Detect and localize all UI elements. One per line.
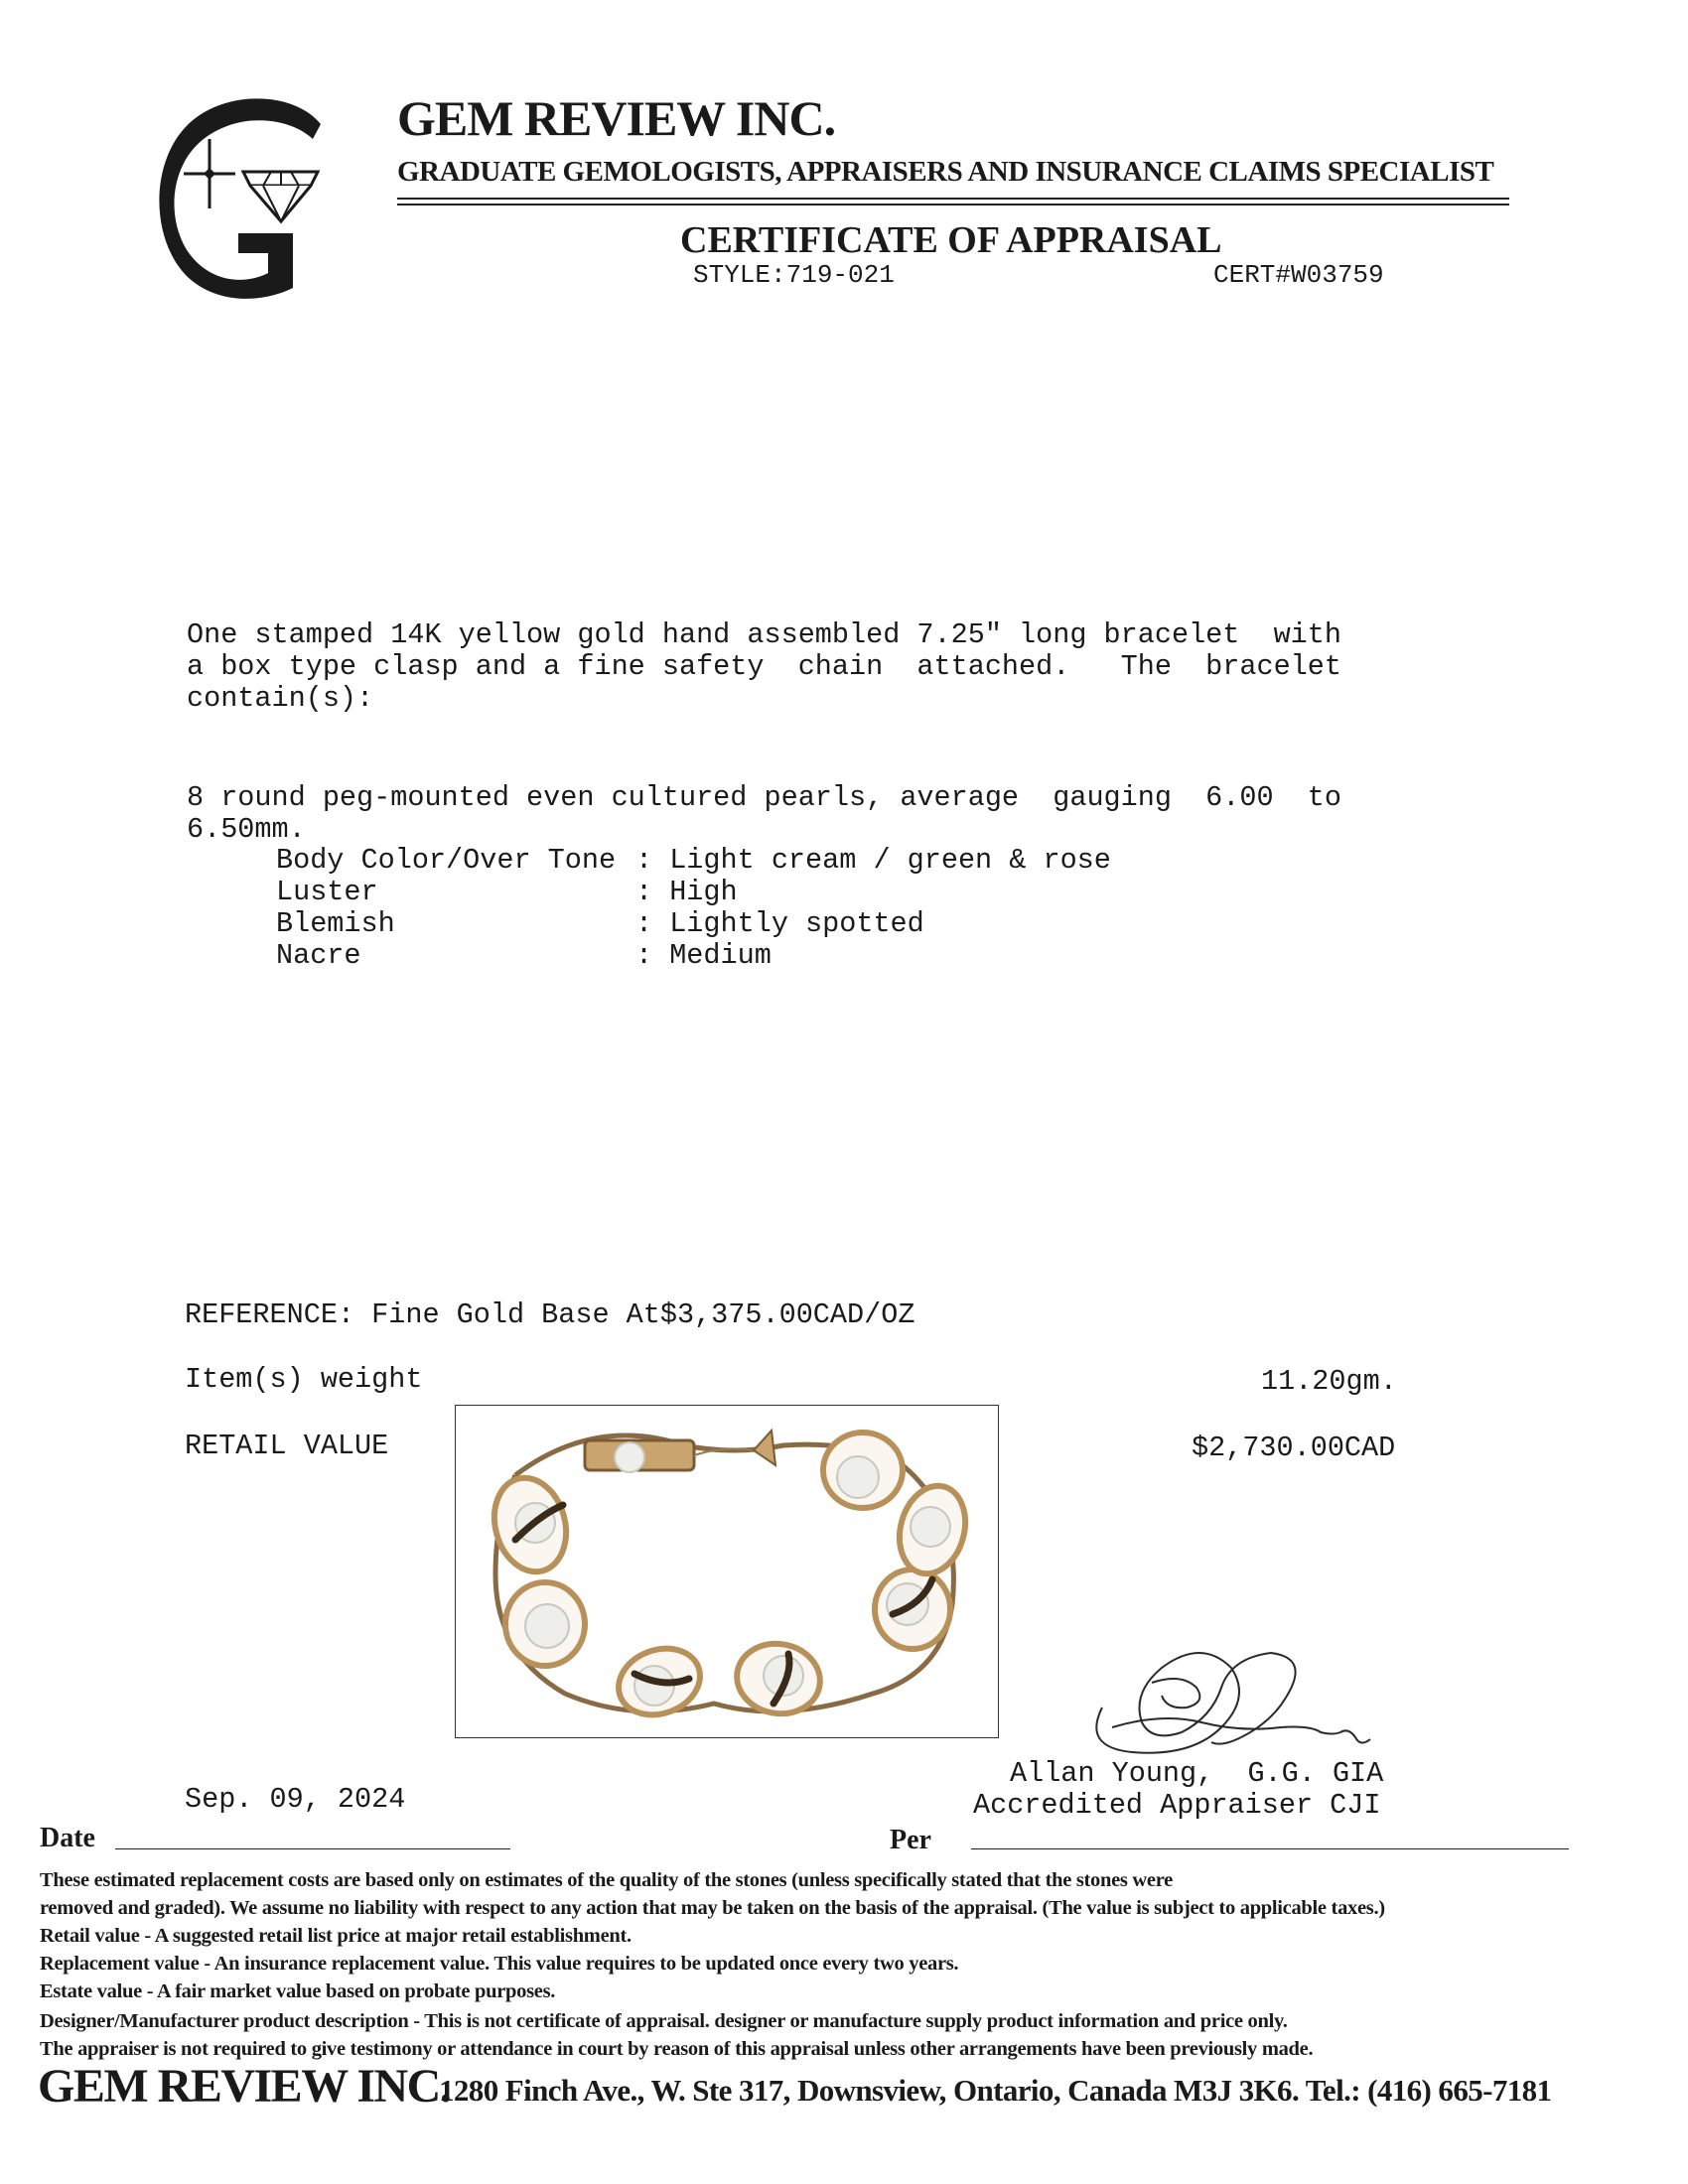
per-label: Per (890, 1825, 931, 1855)
appraiser-credentials: Accredited Appraiser CJI (973, 1789, 1381, 1822)
company-tagline: GRADUATE GEMOLOGISTS, APPRAISERS AND INSURANCE CLAIMS SPECIALIST (397, 156, 1494, 188)
disclaimer-line: Retail value - A suggested retail list price at major retail establishment. (40, 1925, 632, 1947)
weight-value: 11.20gm. (1261, 1365, 1397, 1398)
retail-value-label: RETAIL VALUE (185, 1430, 389, 1462)
attribute-value: : High (635, 876, 738, 908)
style-number: STYLE:719-021 (693, 260, 895, 290)
attribute-label: Luster (276, 876, 378, 908)
disclaimer-line: Replacement value - An insurance replacement value. This value requires to be updated once every two years. (40, 1953, 959, 1975)
footer-company-name: GEM REVIEW INC. (38, 2060, 451, 2113)
footer-address: 1280 Finch Ave., W. Ste 317, Downsview, Ontario, Canada M3J 3K6. Tel.: (416) 665-7181 (439, 2073, 1552, 2108)
attribute-value: : Lightly spotted (635, 907, 924, 940)
gem-review-logo (144, 94, 343, 303)
date-label: Date (40, 1823, 95, 1853)
pearl-description: 8 round peg-mounted even cultured pearls, average gauging 6.00 to 6.50mm. (187, 781, 1341, 846)
cert-number: CERT#W03759 (1213, 260, 1384, 290)
attribute-value: : Light cream / green & rose (635, 844, 1111, 877)
per-signature-line (971, 1848, 1569, 1849)
disclaimer-line: The appraiser is not required to give testimony or attendance in court by reason of this appraisal unless other arrangements have been previously made. (40, 2038, 1314, 2060)
disclaimer-line: These estimated replacement costs are based only on estimates of the quality of the stones (unless specifically stated that the stones were (40, 1869, 1173, 1891)
appraisal-date: Sep. 09, 2024 (185, 1783, 406, 1816)
disclaimer-line: Estate value - A fair market value based on probate purposes. (40, 1980, 556, 2002)
attribute-value: : Medium (635, 939, 772, 972)
item-description: One stamped 14K yellow gold hand assembled 7.25" long bracelet with a box type clasp and a fine safety chain attached. The bracelet contain(s): (187, 618, 1341, 715)
disclaimer-line: Designer/Manufacturer product description - This is not certificate of appraisal. designer or manufacture supply product information and price only. (40, 2010, 1288, 2032)
date-signature-line (115, 1848, 510, 1849)
document-title: CERTIFICATE OF APPRAISAL (680, 219, 1222, 261)
appraiser-name: Allan Young, G.G. GIA (1010, 1757, 1384, 1790)
attribute-label: Nacre (276, 939, 361, 972)
appraiser-signature (1072, 1628, 1390, 1767)
retail-value: $2,730.00CAD (1192, 1432, 1396, 1464)
attribute-label: Body Color/Over Tone (276, 844, 617, 877)
disclaimer-line: removed and graded). We assume no liability with respect to any action that may be taken on the basis of the appraisal. (The value is subject to applicable taxes.) (40, 1897, 1385, 1919)
header-rule (397, 204, 1509, 205)
weight-label: Item(s) weight (185, 1363, 423, 1396)
header-rule (397, 198, 1509, 200)
bracelet-photo (455, 1405, 999, 1738)
gold-reference: REFERENCE: Fine Gold Base At$3,375.00CAD/OZ (185, 1298, 915, 1331)
attribute-label: Blemish (276, 907, 395, 940)
company-name: GEM REVIEW INC. (397, 90, 836, 146)
